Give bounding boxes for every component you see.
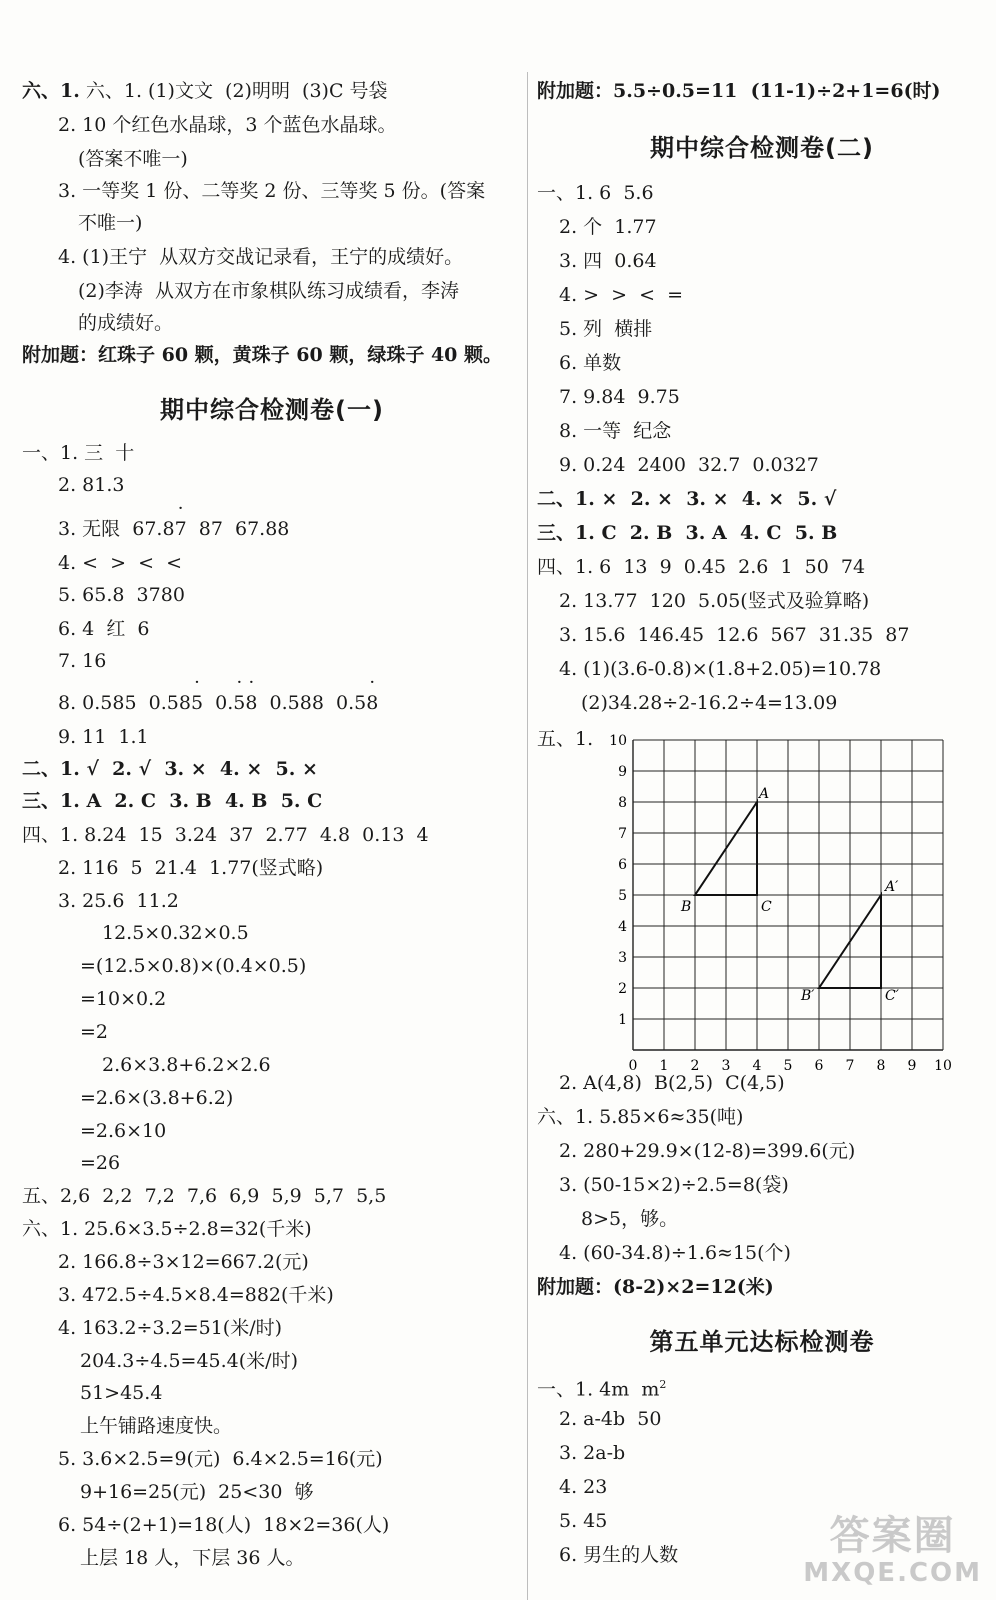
answer-line: 5. 列 横排 [559, 318, 653, 340]
x-tick-label: 8 [876, 1058, 886, 1074]
answer-line: 3. 2a-b [559, 1442, 626, 1464]
x-tick-label: 5 [783, 1058, 793, 1074]
answer-line: 四、1. 8.24 15 3.24 37 2.77 4.8 0.13 4 [22, 824, 429, 846]
answer-line: (答案不唯一) [78, 148, 188, 170]
answer-line: (2)李涛 从双方在市象棋队练习成绩看，李涛 [78, 280, 459, 302]
section-heading: 期中综合检测卷(一) [160, 396, 384, 424]
answer-line: 2. 个 1.77 [559, 216, 657, 238]
x-tick-label: 10 [934, 1058, 952, 1074]
answer-line: 不唯一) [78, 212, 143, 234]
vertex-label: C [761, 899, 772, 915]
answer-line: 3. 15.6 146.45 12.6 567 31.35 87 [559, 624, 910, 646]
answer-line: 2. 81.3 [58, 474, 125, 496]
answer-line: 上午铺路速度快。 [80, 1415, 233, 1437]
answer-line: 5. 3.6×2.5=9(元) 6.4×2.5=16(元) [58, 1448, 383, 1470]
x-tick-label: 1 [659, 1058, 669, 1074]
answer-line: 51>45.4 [80, 1382, 163, 1404]
answer-line: 一、1. 6 5.6 [537, 182, 654, 204]
answer-line: 附加题：红珠子 60 颗，黄珠子 60 颗，绿珠子 40 颗。 [22, 344, 503, 366]
answer-line: 6. 4 红 6 [58, 618, 150, 640]
answer-line: =(12.5×0.8)×(0.4×0.5) [80, 955, 307, 977]
answer-line: 3. 472.5÷4.5×8.4=882(千米) [58, 1284, 334, 1306]
answer-line: 一、1. 三 十 [22, 442, 135, 464]
x-tick-label: 0 [628, 1058, 638, 1074]
repeating-digit: · 5 [233, 690, 245, 716]
y-tick-label: 8 [618, 795, 627, 811]
vertex-label: A [759, 786, 770, 802]
answer-line: =26 [80, 1152, 121, 1174]
section-heading: 第五单元达标检测卷 [649, 1328, 875, 1356]
coordinate-grid [587, 725, 977, 1074]
answer-line: 2. 13.77 120 5.05(竖式及验算略) [559, 590, 870, 612]
answer-line: 三、1. C 2. B 3. A 4. C 5. B [537, 522, 838, 544]
answer-line: 六、1. 5.85×6≈35(吨) [537, 1106, 744, 1128]
answer-line: 6. 54÷(2+1)=18(人) 18×2=36(人) [58, 1514, 390, 1536]
vertex-label: A′ [885, 879, 899, 895]
y-tick-label: 1 [618, 1012, 627, 1028]
section-heading: 期中综合检测卷(二) [650, 134, 874, 162]
answer-line: 二、1. × 2. × 3. × 4. × 5. √ [537, 488, 837, 510]
answer-line: 6. 男生的人数 [559, 1544, 679, 1566]
answer-line: 3. 无限 67.8· 7 87 67.88 [58, 516, 289, 542]
answer-line: 8. 一等 纪念 [559, 420, 672, 442]
y-tick-label: 6 [618, 857, 627, 873]
answer-line: 4. < > < < [58, 552, 183, 574]
y-tick-label: 4 [618, 919, 627, 935]
watermark-logo: 答案圈 MXQE.COM [803, 1513, 982, 1588]
answer-line: 五、2,6 2,2 7,2 7,6 6,9 5,9 5,7 5,5 [22, 1185, 387, 1207]
answer-line: 的成绩好。 [78, 312, 174, 334]
answer-line: 2. 280+29.9×(12-8)=399.6(元) [559, 1140, 856, 1162]
answer-line: 五、1. [537, 728, 594, 750]
answer-line: 9+16=25(元) 25<30 够 [80, 1481, 314, 1503]
y-tick-label: 3 [618, 950, 627, 966]
answer-line: 2. 10 个红色水晶球，3 个蓝色水晶球。 [58, 114, 397, 136]
y-tick-label: 9 [618, 764, 627, 780]
answer-line: =10×0.2 [80, 988, 167, 1010]
y-tick-label: 7 [618, 826, 627, 842]
answer-line: 7. 16 [58, 650, 107, 672]
answer-line: 4. > > < = [559, 284, 684, 306]
answer-line: 上层 18 人，下层 36 人。 [80, 1547, 305, 1569]
answer-line: 附加题：(8-2)×2=12(米) [537, 1276, 774, 1298]
answer-line: 4. (1)(3.6-0.8)×(1.8+2.05)=10.78 [559, 658, 882, 680]
answer-line: 9. 11 1.1 [58, 726, 149, 748]
answer-line: =2.6×(3.8+6.2) [80, 1087, 234, 1109]
x-tick-label: 3 [721, 1058, 731, 1074]
repeating-digit: · 7 [175, 516, 187, 542]
answer-line: 4. 163.2÷3.2=51(米/时) [58, 1317, 283, 1339]
answer-line: 四、1. 6 13 9 0.45 2.6 1 50 74 [537, 556, 866, 578]
answer-line: 三、1. A 2. C 3. B 4. B 5. C [22, 790, 323, 812]
answer-line: 3. 25.6 11.2 [58, 890, 179, 912]
answer-line: 2. A(4,8) B(2,5) C(4,5) [559, 1072, 785, 1094]
answer-line: 附加题：5.5÷0.5=11 (11-1)÷2+1=6(时) [537, 80, 941, 102]
x-tick-label: 9 [907, 1058, 917, 1074]
column-divider [527, 72, 528, 1600]
y-tick-label: 5 [618, 888, 627, 904]
answer-line: 204.3÷4.5=45.4(米/时) [80, 1350, 298, 1372]
repeating-digit: · 8 [366, 690, 378, 716]
answer-line: 3. 四 0.64 [559, 250, 657, 272]
answer-line: 6. 单数 [559, 352, 622, 374]
answer-line: 12.5×0.32×0.5 [102, 922, 249, 944]
y-tick-label: 10 [609, 733, 627, 749]
answer-line: =2 [80, 1021, 109, 1043]
answer-line: =2.6×10 [80, 1120, 167, 1142]
answer-line: 4. (1)王宁 从双方交战记录看，王宁的成绩好。 [58, 246, 464, 268]
x-tick-label: 7 [845, 1058, 855, 1074]
answer-line: 2. 116 5 21.4 1.77(竖式略) [58, 857, 324, 879]
answer-line: 3. 一等奖 1 份、二等奖 2 份、三等奖 5 份。(答案 [58, 180, 486, 202]
answer-line: 5. 45 [559, 1510, 608, 1532]
x-tick-label: 2 [690, 1058, 700, 1074]
answer-line: 2.6×3.8+6.2×2.6 [102, 1054, 271, 1076]
answer-line: 4. (60-34.8)÷1.6≈15(个) [559, 1242, 791, 1264]
answer-line: 9. 0.24 2400 32.7 0.0327 [559, 454, 819, 476]
answer-line: 六、1. 25.6×3.5÷2.8=32(千米) [22, 1218, 312, 1240]
answer-line: 一、1. 4m $m^2$ [537, 1378, 667, 1401]
vertex-label: C′ [885, 988, 899, 1004]
answer-line: 7. 9.84 9.75 [559, 386, 680, 408]
answer-line: 2. a-4b 50 [559, 1408, 662, 1430]
answer-line: 8>5，够。 [581, 1208, 679, 1230]
vertex-label: B [681, 899, 692, 915]
answer-line: 5. 65.8 3780 [58, 584, 185, 606]
answer-line: 4. 23 [559, 1476, 608, 1498]
answer-line: 2. 166.8÷3×12=667.2(元) [58, 1251, 309, 1273]
answer-line: 8. 0.585 0.58· 5 0.· 5· 8 0.588 0.5· 8 [58, 690, 378, 716]
answer-line: (2)34.28÷2-16.2÷4=13.09 [581, 692, 838, 714]
answer-line: 3. (50-15×2)÷2.5=8(袋) [559, 1174, 789, 1196]
repeating-digit: · 8 [245, 690, 257, 716]
answer-line: 二、1. √ 2. √ 3. × 4. × 5. × [22, 758, 318, 780]
repeating-digit: · 5 [191, 690, 203, 716]
y-tick-label: 2 [618, 981, 627, 997]
answer-line: 六、1. 六、1. (1)文文 (2)明明 (3)C 号袋 [22, 80, 388, 102]
x-tick-label: 6 [814, 1058, 824, 1074]
x-tick-label: 4 [752, 1058, 762, 1074]
vertex-label: B′ [801, 988, 815, 1004]
